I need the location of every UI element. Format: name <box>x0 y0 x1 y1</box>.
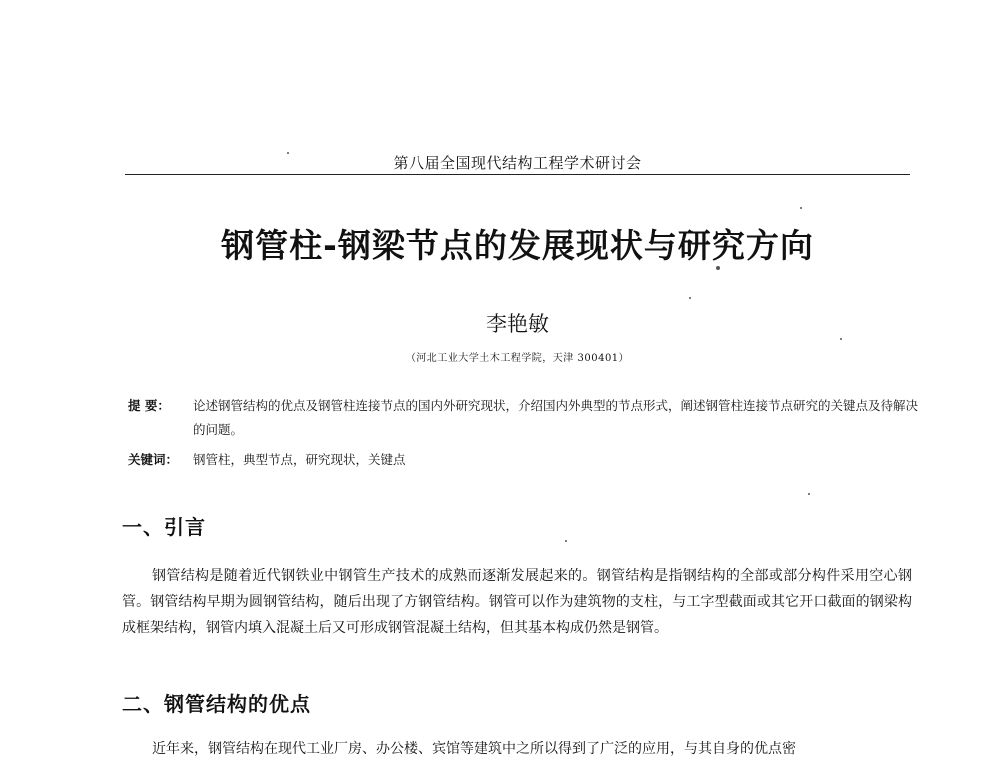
keywords-text: 钢管柱，典型节点，研究现状，关键点 <box>193 452 406 467</box>
section-paragraph-advantages: 近年来，钢管结构在现代工业厂房、办公楼、宾馆等建筑中之所以得到了广泛的应用，与其自身的优点密 <box>152 741 796 757</box>
section-heading-introduction: 一、引言 <box>122 515 206 539</box>
scan-speck <box>840 338 842 340</box>
keywords-block <box>128 448 918 472</box>
scan-speck <box>689 297 691 299</box>
abstract-label: 提 要： <box>128 398 170 413</box>
section-heading-advantages: 二、钢管结构的优点 <box>122 692 311 716</box>
conference-header: 第八届全国现代结构工程学术研讨会 <box>393 154 642 172</box>
scan-speck <box>287 152 289 154</box>
paper-title: 钢管柱-钢梁节点的发展现状与研究方向 <box>221 226 814 265</box>
scan-speck <box>716 266 720 270</box>
author-affiliation: （河北工业大学土木工程学院，天津 300401） <box>405 353 630 364</box>
scan-speck <box>808 493 810 495</box>
section-paragraph-introduction: 钢管结构是随着近代钢铁业中钢管生产技术的成熟而逐渐发展起来的。钢管结构是指钢结构的全部或部分构件采用空心钢管。钢管结构早期为圆钢管结构，随后出现了方钢管结构。钢管可以作为建筑物的支柱，与工字型截面或其它开口截面的钢梁构成框架结构，钢管内填入混凝土后又可形成钢管混凝土结构，但其基本构成仍然是钢管。 <box>122 568 912 636</box>
paper-author: 李艳敏 <box>486 312 549 336</box>
keywords-label: 关键词： <box>128 452 179 467</box>
header-rule <box>125 174 910 175</box>
abstract-block <box>128 394 918 442</box>
scan-speck <box>565 540 567 542</box>
scan-speck <box>800 207 802 209</box>
abstract-text: 论述钢管结构的优点及钢管柱连接节点的国内外研究现状，介绍国内外典型的节点形式，阐述钢管柱连接节点研究的关键点及待解决的问题。 <box>193 398 919 437</box>
